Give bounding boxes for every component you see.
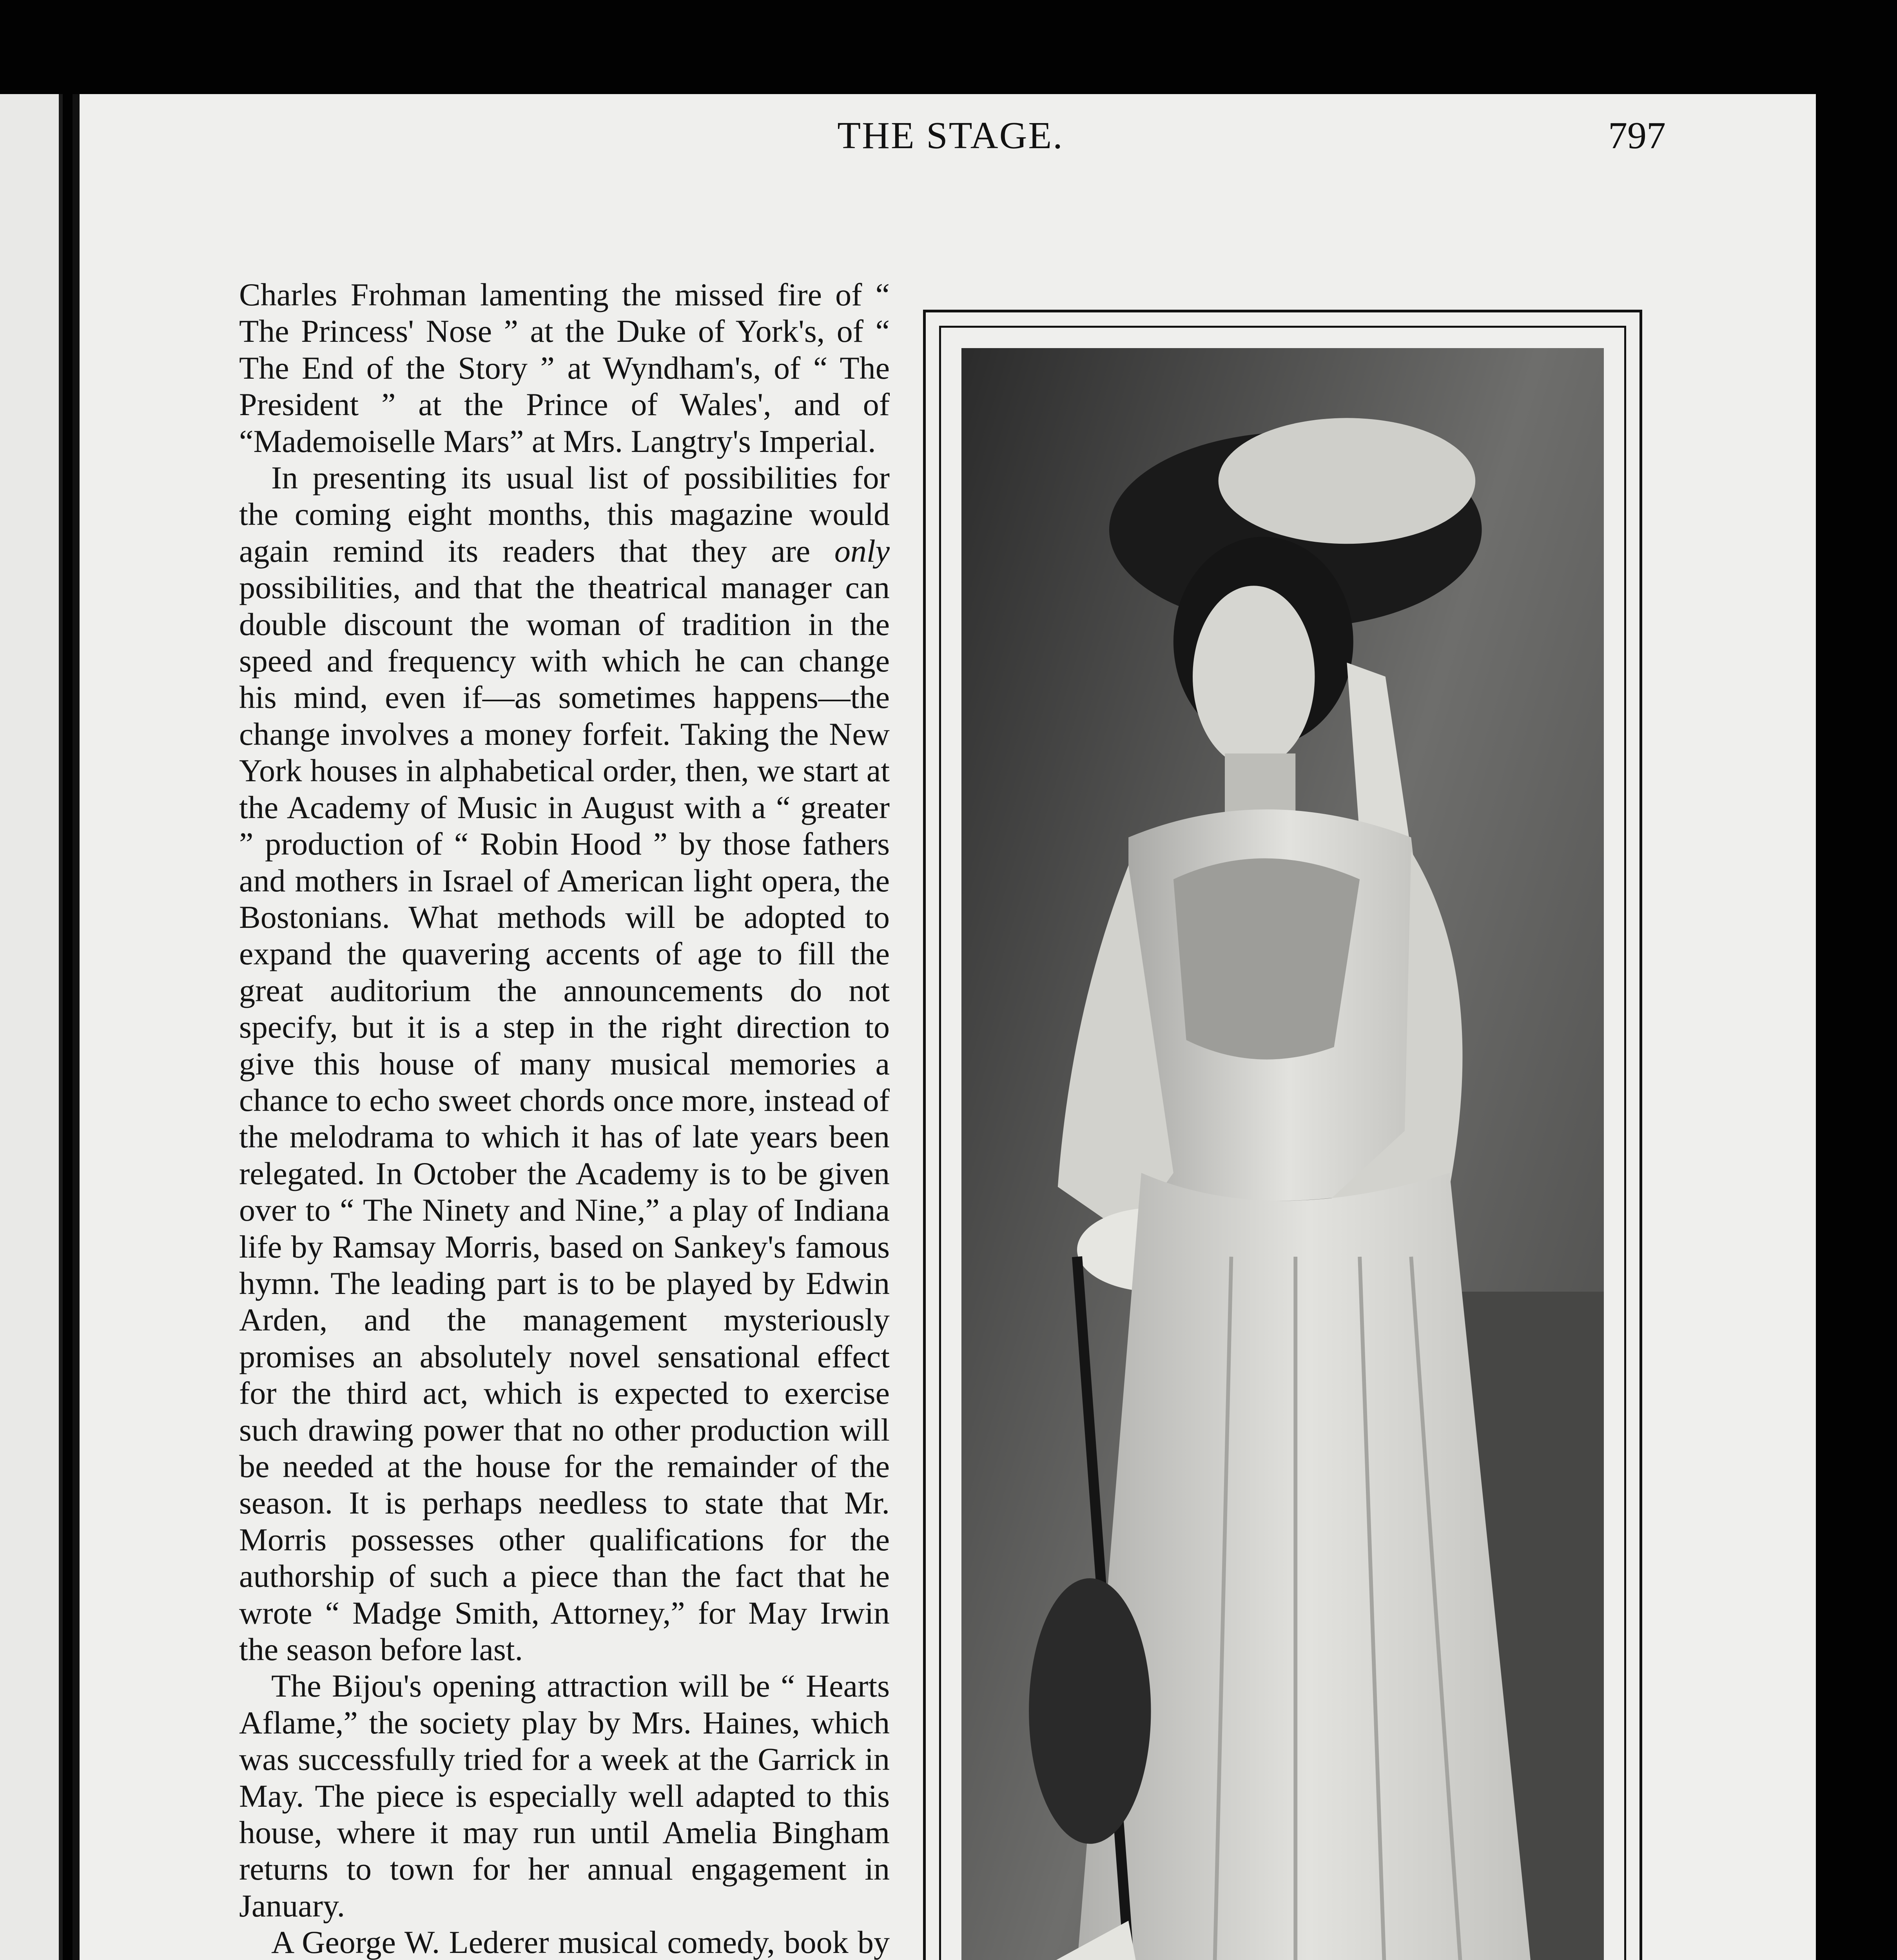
emphasis-text: only [834, 533, 890, 569]
article-paragraph: A George W. Lederer musical comedy, book by [271, 1924, 890, 1960]
article-column [239, 276, 890, 1960]
running-head: THE STAGE. [837, 114, 1064, 157]
photo-frame [923, 310, 1642, 1960]
page-number: 797 [1608, 114, 1666, 157]
portrait-photo [961, 348, 1604, 1960]
article-paragraph: The Bijou's opening attraction will be “ Hearts Aflame,” the society play by Mrs. Haines, which was successfully tried for a week at the Garrick in May. The piece is especially well adapted to this house, where it may run until Amelia Bingham returns to town for her annual engagement in January. [239, 1668, 890, 1924]
article-text: possibilities, and that the theatrical manager can double discount the woman of tradition in the speed and frequency with which he can change his mind, even if—as sometimes happens—the change involves a money forfeit. Taking the New York houses in alphabetical order, then, we start at the Academy of Music in August with a “ greater ” production of “ Robin Hood ” by those fathers and mothers in Israel of American light opera, the Bostonians. What methods will be adopted to expand the quavering accents of age to fill the great auditorium the announcements do not specify, but it is a step in the right direction to give this house of many musical memories a chance to echo sweet chords once more, instead of the melodrama to which it has of late years been relegated. In October the Academy is to be given over to “ The Ninety and Nine,” a play of Indiana life by Ramsay Morris, based on Sankey's famous hymn. The leading part is to be played by Edwin Arden, and the management mysteriously promises an absolutely novel sensational effect for the third act, which is expected to exercise such drawing power that no other production will be needed at the house for the remainder of the season. It is perhaps needless to state that Mr. Morris possesses other qualifications for the authorship of such a piece than the fact that he wrote “ Madge Smith, Attorney,” for May Irwin the season before last. [239, 570, 890, 1668]
previous-page-edge [0, 94, 63, 1960]
article-paragraph [239, 459, 890, 1668]
article-paragraph: Charles Frohman lamenting the missed fire of “ The Princess' Nose ” at the Duke of York's, of “ The End of the Story ” at Wyndham's, of “ The President ” at the Prince of Wales', and of “Mademoiselle Mars” at Mrs. Langtry's Imperial. [239, 277, 890, 459]
article-text: In presenting its usual list of possibilities for the coming eight months, this magazine would again remind its readers that they are [239, 460, 890, 569]
photo-frame-inner-border [939, 326, 1626, 1960]
